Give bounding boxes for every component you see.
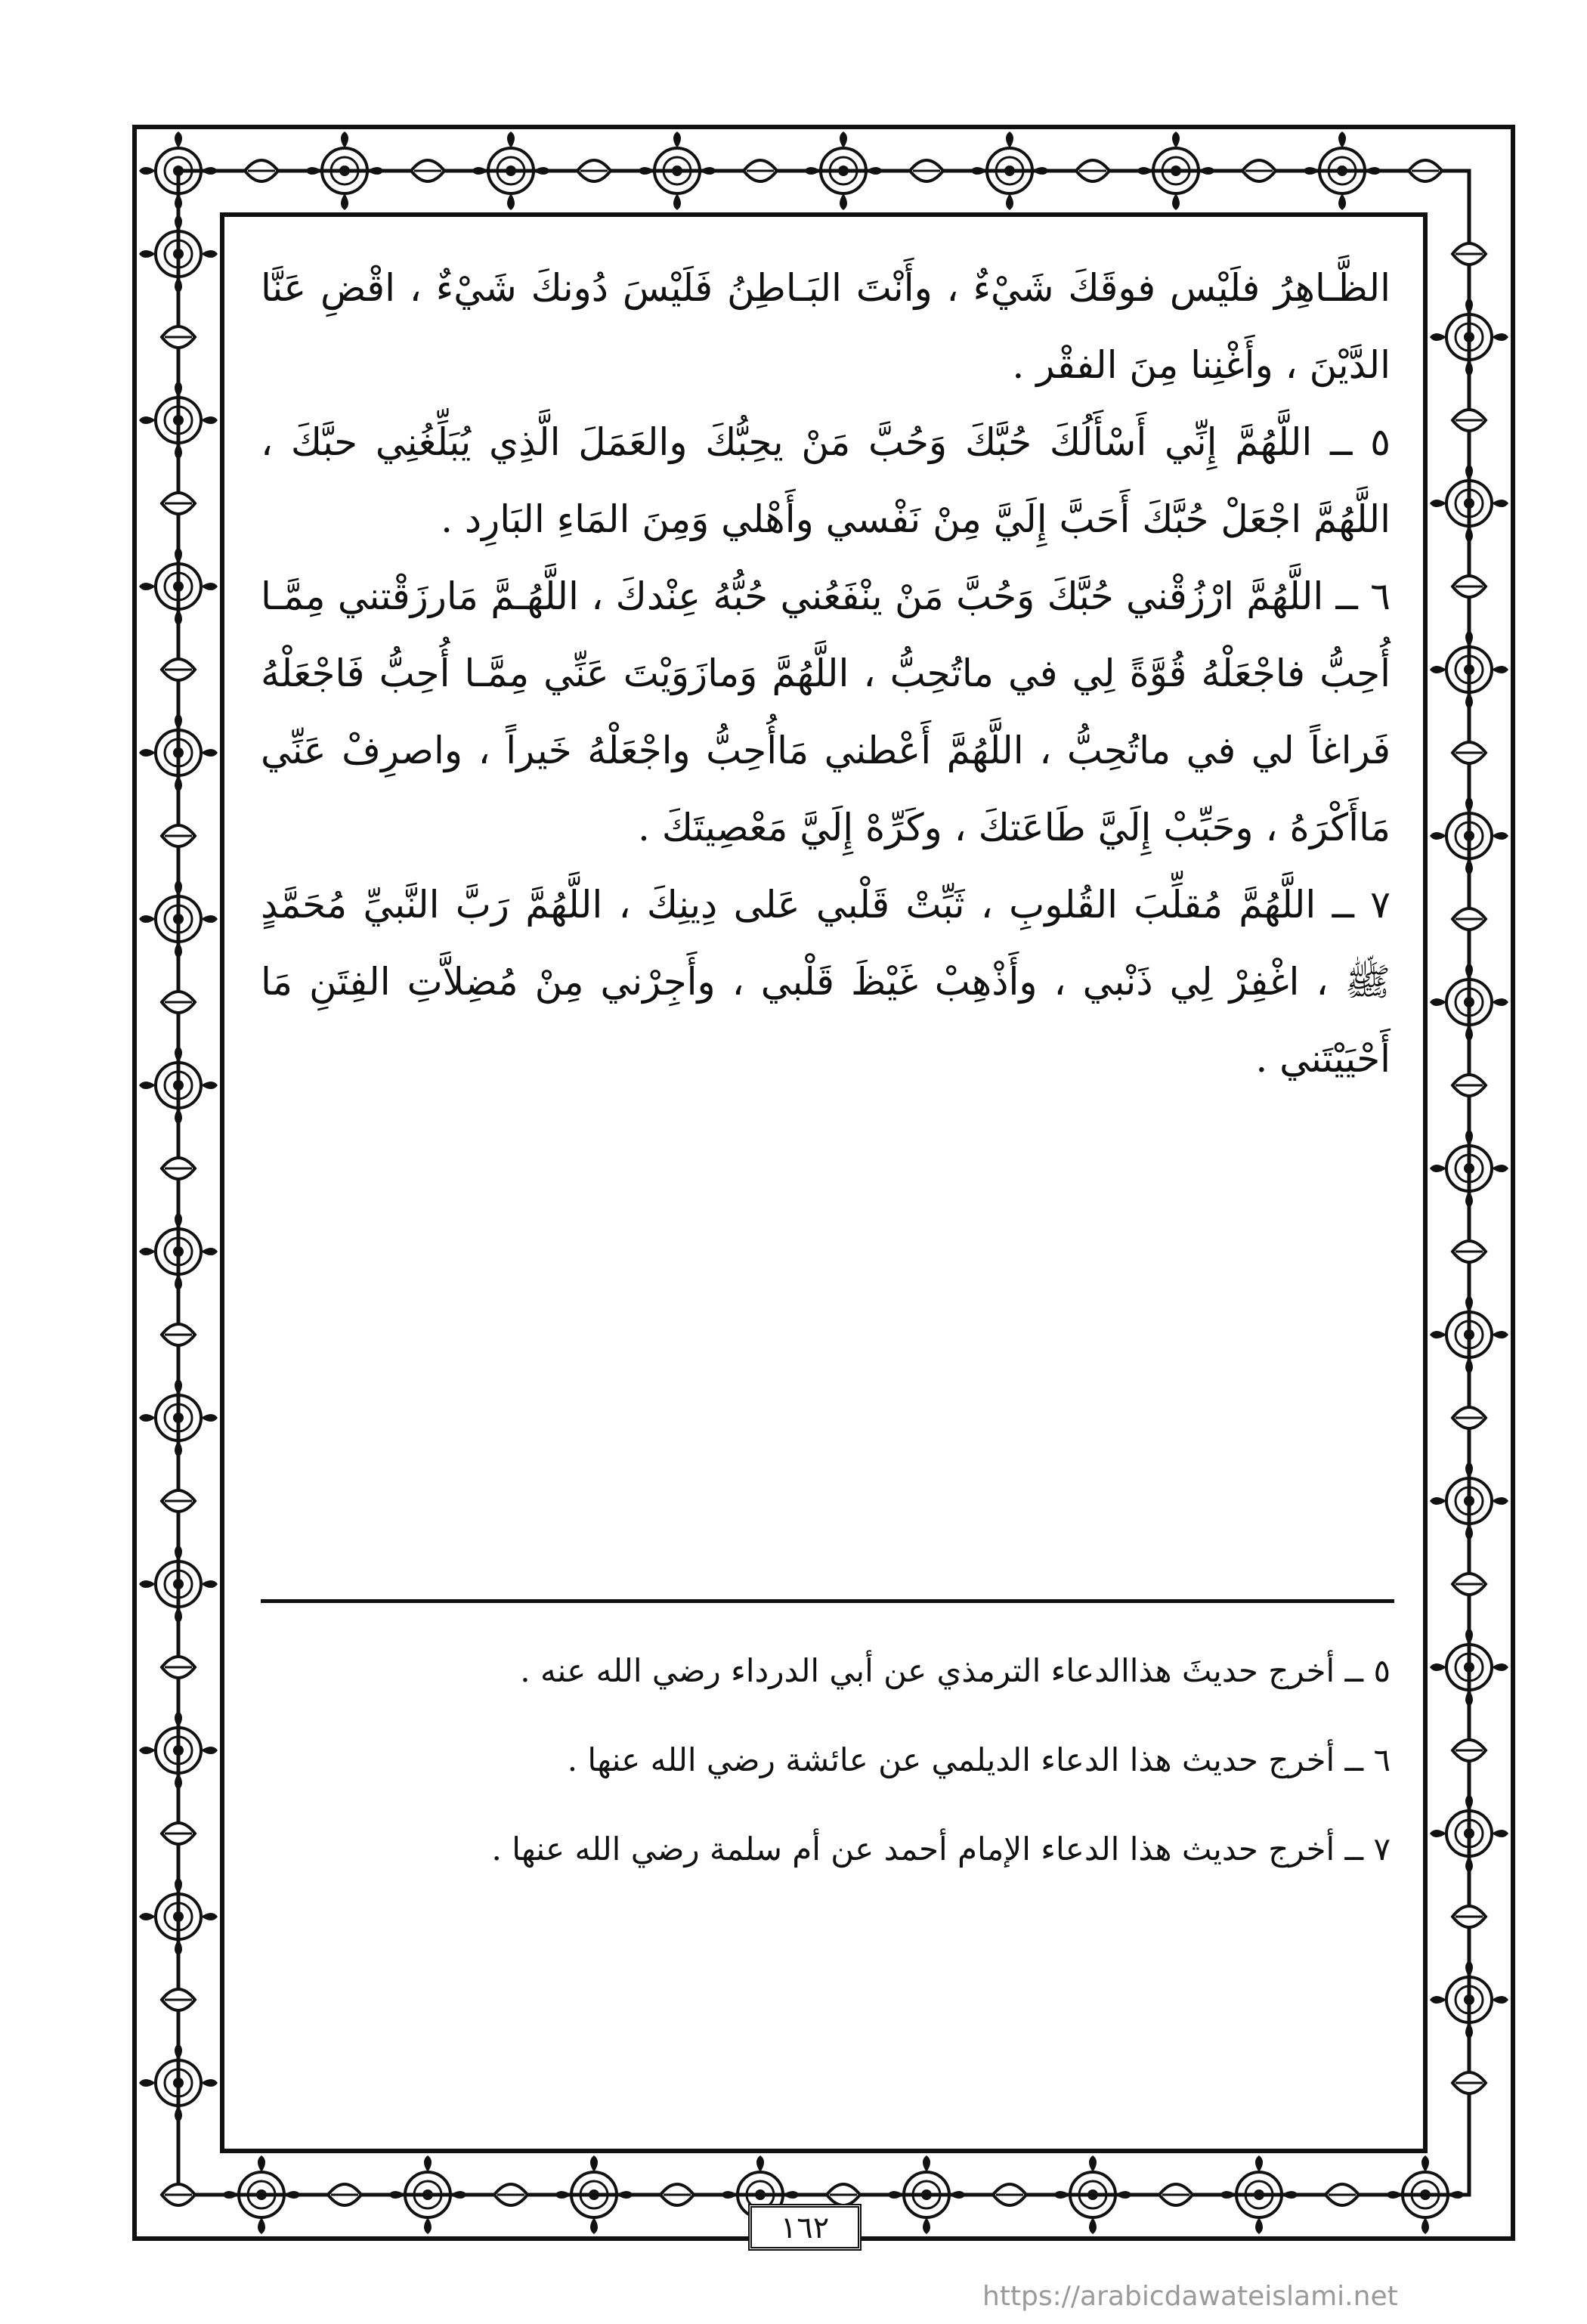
- floral-rosette-icon: [1220, 2155, 1298, 2234]
- leaf-icon: [1452, 243, 1486, 265]
- leaf-icon: [162, 2184, 195, 2205]
- main-text-block: [261, 249, 1391, 1097]
- leaf-icon: [744, 160, 777, 181]
- leaf-icon: [1452, 1574, 1486, 1595]
- leaf-icon: [162, 1823, 195, 1844]
- floral-rosette-icon: [139, 1711, 218, 1790]
- leaf-icon: [1409, 160, 1442, 181]
- paragraph-5: ٥ ــ اللَّهُمَّ إِنِّي أَسْأَلُكَ حُبَّكَ وَحُبَّ مَنْ يحِبُّكَ والعَمَلَ الَّذِي يُبَلِّغُنِي حبَّكَ ، اللَّهُمَّ اجْعَلْ حُبَّكَ أَحَبَّ إِلَيَّ مِنْ نَفْسي وأَهْلي وَمِنَ المَاءِ البَارِد .: [261, 420, 1391, 541]
- leaf-icon: [1326, 2184, 1359, 2205]
- leaf-icon: [162, 825, 195, 846]
- leaf-icon: [162, 1158, 195, 1179]
- leaf-icon: [827, 2184, 860, 2205]
- floral-rosette-icon: [1386, 2155, 1465, 2234]
- floral-rosette-icon: [1430, 1794, 1508, 1873]
- floral-rosette-icon: [388, 2155, 467, 2234]
- floral-rosette-icon: [887, 2155, 966, 2234]
- leaf-icon: [660, 2184, 694, 2205]
- website-watermark[interactable]: https://arabicdawateislami.net: [982, 2281, 1398, 2312]
- floral-rosette-icon: [139, 2044, 218, 2122]
- leaf-icon: [1452, 410, 1486, 431]
- footnote-6: ٦ ــ أخرج حديث هذا الدعاء الديلمي عن عائشة رضي الله عنها .: [567, 1741, 1391, 1778]
- floral-rosette-icon: [472, 132, 550, 210]
- floral-rosette-icon: [1430, 1129, 1508, 1208]
- leaf-icon: [1452, 1075, 1486, 1096]
- footnote-5: ٥ ــ أخرج حديثَ هذاالدعاء الترمذي عن أبي الدرداء رضي الله عنه .: [520, 1652, 1391, 1689]
- floral-rosette-icon: [1053, 2155, 1132, 2234]
- floral-rosette-icon: [305, 132, 384, 210]
- leaf-icon: [162, 659, 195, 680]
- leaf-icon: [411, 160, 444, 181]
- floral-rosette-icon: [139, 381, 218, 460]
- floral-rosette-icon: [1303, 132, 1381, 210]
- floral-rosette-icon: [139, 547, 218, 626]
- leaf-icon: [1242, 160, 1276, 181]
- leaf-icon: [1452, 576, 1486, 597]
- floral-rosette-icon: [139, 1379, 218, 1457]
- paragraph-7: ٧ ــ اللَّهُمَّ مُقلِّبَ القُلوبِ ، ثَبِّتْ قَلْبي عَلى دِينِكَ ، اللَّهُمَّ رَبَّ النَّبيِّ مُحَمَّدٍ ﷺ ، اغْفِرْ لِي ذَنْبي ، وأَذْهِبْ غَيْظَ قَلْبي ، وأَجِرْني مِنْ مُضِلاَّتِ الفِتَنِ مَا أَحْيَيْتَني .: [261, 883, 1391, 1081]
- floral-rosette-icon: [555, 2155, 633, 2234]
- floral-rosette-icon: [970, 132, 1049, 210]
- floral-rosette-icon: [1137, 132, 1215, 210]
- leaf-icon: [245, 160, 278, 181]
- floral-rosette-icon: [222, 2155, 301, 2234]
- leaf-icon: [1452, 1740, 1486, 1761]
- floral-rosette-icon: [1430, 1295, 1508, 1374]
- floral-rosette-icon: [139, 132, 218, 210]
- floral-rosette-icon: [139, 1212, 218, 1291]
- leaf-icon: [577, 160, 611, 181]
- leaf-icon: [1452, 2072, 1486, 2093]
- floral-rosette-icon: [804, 132, 883, 210]
- floral-rosette-icon: [139, 880, 218, 958]
- leaf-icon: [1452, 1407, 1486, 1428]
- leaf-icon: [162, 493, 195, 514]
- floral-rosette-icon: [1430, 797, 1508, 875]
- floral-rosette-icon: [139, 215, 218, 293]
- leaf-icon: [1452, 908, 1486, 930]
- floral-rosette-icon: [638, 132, 716, 210]
- leaf-icon: [494, 2184, 527, 2205]
- leaf-icon: [162, 1324, 195, 1345]
- floral-rosette-icon: [1430, 1960, 1508, 2039]
- floral-rosette-icon: [1430, 1462, 1508, 1540]
- floral-rosette-icon: [139, 1877, 218, 1956]
- footnote-divider: [261, 1599, 1394, 1603]
- leaf-icon: [162, 1657, 195, 1678]
- floral-rosette-icon: [1430, 1628, 1508, 1707]
- floral-rosette-icon: [1430, 298, 1508, 376]
- page-number: ١٦٢: [748, 2204, 862, 2251]
- leaf-icon: [993, 2184, 1026, 2205]
- floral-rosette-icon: [1430, 464, 1508, 543]
- leaf-icon: [162, 992, 195, 1013]
- paragraph-6: ٦ ــ اللَّهُمَّ ارْزُقْني حُبَّكَ وَحُبَّ مَنْ ينْفَعُني حُبُّهُ عِنْدكَ ، اللَّهُـمَّ مَارزَقْتني مِمَّـا أُحِبُّ فاجْعَلْهُ قُوَّةً لِي في ماتُحِبُّ ، اللَّهُمَّ وَمازَوَيْتَ عَنِّي مِمَّـا أُحِبُّ فَاجْعَلْهُ فَراغاً لي في ماتُحِبُّ ، اللَّهُمَّ أَعْطني مَاأُحِبُّ واجْعَلْهُ خَيراً ، واصرِفْ عَنِّي مَاأَكْرَهُ ، وحَبِّبْ إِلَيَّ طَاعَتكَ ، وكَرِّهْ إِلَيَّ مَعْصِيتَكَ .: [261, 574, 1391, 849]
- footnotes: [261, 1640, 1391, 1908]
- leaf-icon: [1452, 742, 1486, 763]
- floral-rosette-icon: [1430, 963, 1508, 1041]
- leaf-icon: [328, 2184, 361, 2205]
- leaf-icon: [162, 1490, 195, 1512]
- leaf-icon: [1159, 2184, 1193, 2205]
- floral-rosette-icon: [1430, 630, 1508, 709]
- leaf-icon: [910, 160, 943, 181]
- leaf-icon: [1076, 160, 1109, 181]
- leaf-icon: [1452, 1906, 1486, 1927]
- footnote-7: ٧ ــ أخرج حديث هذا الدعاء الإمام أحمد عن أم سلمة رضي الله عنها .: [491, 1830, 1391, 1868]
- leaf-icon: [1452, 1241, 1486, 1262]
- floral-rosette-icon: [139, 1545, 218, 1623]
- leaf-icon: [162, 326, 195, 348]
- paragraph-opening: الظَّـاهِرُ فلَيْس فوقَكَ شَيْءٌ ، وأَنْتَ البَـاطِنُ فَلَيْسَ دُونكَ شَيْءٌ ، اقْضِ عَنَّا الدَّيْنَ ، وأَغْنِنا مِنَ الفقْر .: [261, 266, 1391, 387]
- floral-rosette-icon: [139, 713, 218, 792]
- floral-rosette-icon: [139, 1046, 218, 1125]
- leaf-icon: [162, 1989, 195, 2010]
